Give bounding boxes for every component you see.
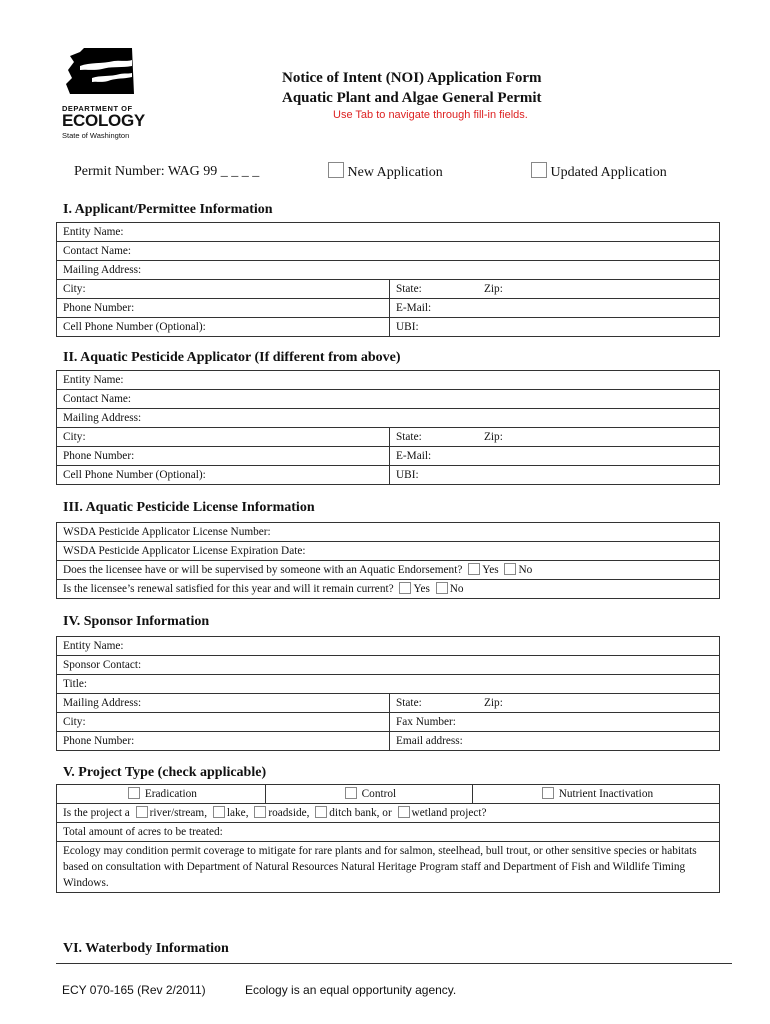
logo-ecology-text: ECOLOGY — [62, 111, 145, 130]
s3-renewal-row — [57, 580, 720, 599]
control-option[interactable] — [266, 785, 473, 804]
s1-contact-field[interactable]: Contact Name: — [57, 242, 720, 261]
wetland-checkbox[interactable] — [398, 806, 410, 818]
s1-mailing-field[interactable]: Mailing Address: — [57, 261, 720, 280]
ditch-checkbox[interactable] — [315, 806, 327, 818]
form-title-line2: Aquatic Plant and Algae General Permit — [282, 90, 542, 106]
s1-entity-field[interactable]: Entity Name: — [57, 223, 720, 242]
section-1-heading: I. Applicant/Permittee Information — [63, 202, 273, 217]
form-title-line1: Notice of Intent (NOI) Application Form — [282, 70, 542, 86]
river-label: river/stream, — [149, 806, 208, 819]
s2-email-field[interactable]: E-Mail: — [390, 447, 720, 466]
s3-renewal-yes-checkbox[interactable] — [399, 582, 411, 594]
section-6-heading: VI. Waterbody Information — [63, 941, 229, 956]
s4-zip-label: Zip: — [484, 696, 503, 709]
roadside-checkbox[interactable] — [254, 806, 266, 818]
ditch-label: ditch bank, or — [329, 806, 392, 819]
new-application-option[interactable] — [328, 162, 443, 181]
logo-department-text: DEPARTMENT OF — [62, 104, 133, 113]
s2-mailing-field[interactable]: Mailing Address: — [57, 409, 720, 428]
s2-zip-label: Zip: — [484, 430, 503, 443]
s2-phone-field[interactable]: Phone Number: — [57, 447, 390, 466]
lake-label: lake, — [226, 806, 249, 819]
roadside-label: roadside, — [268, 806, 310, 819]
control-checkbox[interactable] — [345, 787, 357, 799]
s1-state-zip-field[interactable] — [390, 280, 720, 299]
project-location-row — [57, 804, 720, 823]
s2-city-field[interactable]: City: — [57, 428, 390, 447]
lake-checkbox[interactable] — [213, 806, 225, 818]
project-type-table — [56, 784, 720, 893]
project-a-label: Is the project a — [63, 806, 130, 819]
s3-license-expiration-field[interactable]: WSDA Pesticide Applicator License Expiration Date: — [57, 542, 720, 561]
wetland-label: wetland project? — [411, 806, 487, 819]
new-application-checkbox[interactable] — [328, 162, 344, 178]
nutrient-option[interactable] — [473, 785, 720, 804]
tab-navigation-note: Use Tab to navigate through fill-in fields. — [333, 109, 528, 121]
s1-phone-field[interactable]: Phone Number: — [57, 299, 390, 318]
logo-state-text: State of Washington — [62, 131, 130, 140]
s1-ubi-field[interactable]: UBI: — [390, 318, 720, 337]
s4-state-zip-field[interactable] — [390, 694, 720, 713]
s3-renewal-no-checkbox[interactable] — [436, 582, 448, 594]
section-5-heading: V. Project Type (check applicable) — [63, 765, 267, 780]
section-4-heading: IV. Sponsor Information — [63, 614, 210, 629]
s4-title-field[interactable]: Title: — [57, 675, 720, 694]
s3-license-number-field[interactable]: WSDA Pesticide Applicator License Number: — [57, 523, 720, 542]
section-3-heading: III. Aquatic Pesticide License Information — [63, 500, 315, 515]
s2-state-zip-field[interactable] — [390, 428, 720, 447]
permit-row — [0, 161, 770, 183]
s2-cell-field[interactable]: Cell Phone Number (Optional): — [57, 466, 390, 485]
s3-renewal-no-label: No — [449, 582, 464, 595]
s4-fax-field[interactable]: Fax Number: — [390, 713, 720, 732]
applicant-table — [56, 222, 720, 337]
updated-application-checkbox[interactable] — [531, 162, 547, 178]
form-title — [282, 68, 542, 108]
form-id: ECY 070-165 (Rev 2/2011) — [62, 983, 206, 997]
section-2-heading: II. Aquatic Pesticide Applicator (If different from above) — [63, 350, 401, 365]
river-checkbox[interactable] — [136, 806, 148, 818]
s1-zip-label: Zip: — [484, 282, 503, 295]
condition-note: Ecology may condition permit coverage to mitigate for rare plants and for salmon, steelhead, bull trout, or other sensitive species or habitats based on consultation with Department of Natural Resources Natural Heritage Program staff and Department of Fish and Wildlife Timing Windows. — [57, 842, 720, 893]
permit-number-label: Permit Number: WAG 99 _ _ _ _ — [74, 164, 260, 179]
nutrient-checkbox[interactable] — [542, 787, 554, 799]
s4-contact-field[interactable]: Sponsor Contact: — [57, 656, 720, 675]
s1-email-field[interactable]: E-Mail: — [390, 299, 720, 318]
s2-entity-field[interactable]: Entity Name: — [57, 371, 720, 390]
updated-application-option[interactable] — [531, 162, 667, 181]
updated-application-label: Updated Application — [550, 165, 667, 180]
s3-supervised-no-checkbox[interactable] — [504, 563, 516, 575]
s4-phone-field[interactable]: Phone Number: — [57, 732, 390, 751]
washington-state-logo-icon — [62, 44, 142, 100]
control-label: Control — [361, 787, 397, 800]
eradication-option[interactable] — [57, 785, 266, 804]
s3-renewal-question: Is the licensee’s renewal satisfied for this year and will it remain current? — [63, 582, 394, 595]
s4-entity-field[interactable]: Entity Name: — [57, 637, 720, 656]
s1-state-label: State: — [396, 282, 422, 295]
applicator-table — [56, 370, 720, 485]
s2-contact-field[interactable]: Contact Name: — [57, 390, 720, 409]
acres-field[interactable]: Total amount of acres to be treated: — [57, 823, 720, 842]
s4-city-field[interactable]: City: — [57, 713, 390, 732]
s2-ubi-field[interactable]: UBI: — [390, 466, 720, 485]
ecology-logo — [62, 44, 152, 140]
equal-opportunity-note: Ecology is an equal opportunity agency. — [245, 983, 457, 997]
nutrient-label: Nutrient Inactivation — [558, 787, 654, 800]
s4-email-field[interactable]: Email address: — [390, 732, 720, 751]
sponsor-table — [56, 636, 720, 751]
eradication-label: Eradication — [144, 787, 197, 800]
license-table — [56, 522, 720, 599]
s1-cell-field[interactable]: Cell Phone Number (Optional): — [57, 318, 390, 337]
s3-supervised-row — [57, 561, 720, 580]
s3-supervised-no-label: No — [518, 563, 533, 576]
footer-divider — [56, 963, 732, 964]
eradication-checkbox[interactable] — [128, 787, 140, 799]
s3-supervised-yes-label: Yes — [482, 563, 499, 576]
s1-city-field[interactable]: City: — [57, 280, 390, 299]
s4-mailing-field[interactable]: Mailing Address: — [57, 694, 390, 713]
s2-state-label: State: — [396, 430, 422, 443]
s3-supervised-question: Does the licensee have or will be supervised by someone with an Aquatic Endorsement? — [63, 563, 463, 576]
new-application-label: New Application — [347, 165, 443, 180]
s4-state-label: State: — [396, 696, 422, 709]
s3-supervised-yes-checkbox[interactable] — [468, 563, 480, 575]
s3-renewal-yes-label: Yes — [413, 582, 430, 595]
